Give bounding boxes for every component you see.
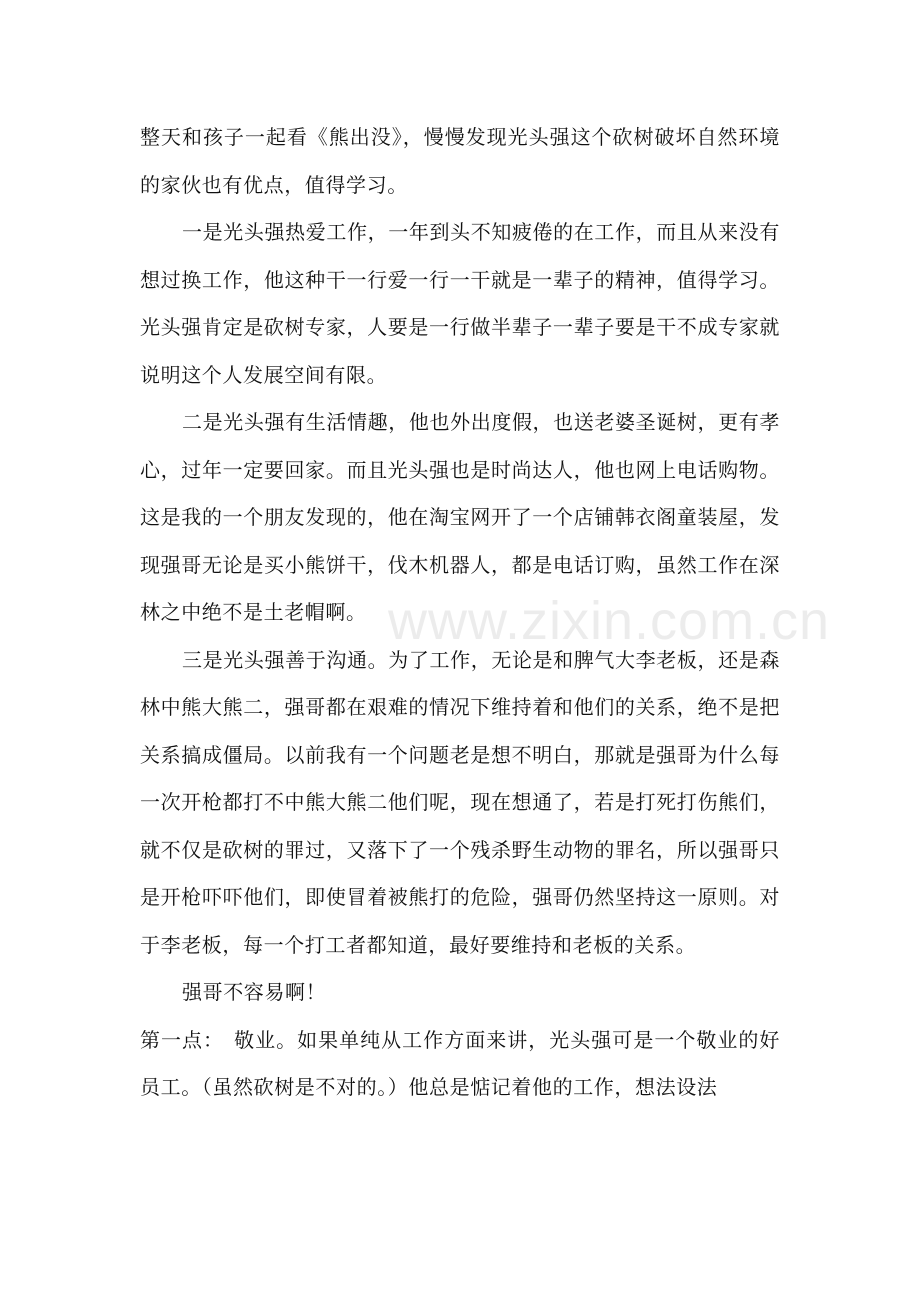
- paragraph-point-three: 三是光头强善于沟通。为了工作，无论是和脾气大李老板，还是森林中熊大熊二，强哥都在艰难的情况下维持着和他们的关系，绝不是把关系搞成僵局。以前我有一个问题老是想不明白，那就是强哥为什么每一次开枪都打不中熊大熊二他们呢，现在想通了，若是打死打伤熊们，就不仅是砍树的罪过，又落下了一个残杀野生动物的罪名，所以强哥只是开枪吓吓他们，即使冒着被熊打的危险，强哥仍然坚持这一原则。对于李老板，每一个打工者都知道，最好要维持和老板的关系。: [140, 647, 780, 957]
- first-point-label: 第一点：: [140, 1027, 225, 1052]
- paragraph-intro: 整天和孩子一起看《熊出没》，慢慢发现光头强这个砍树破坏自然环境的家伙也有优点，值得学习。: [140, 125, 780, 197]
- paragraph-point-one: 一是光头强热爱工作，一年到头不知疲倦的在工作，而且从来没有想过换工作，他这种干一行爱一行一干就是一辈子的精神，值得学习。光头强肯定是砍树专家，人要是一行做半辈子一辈子要是干不成专家就说明这个人发展空间有限。: [140, 220, 780, 387]
- paragraph-point-two: 二是光头强有生活情趣，他也外出度假，也送老婆圣诞树，更有孝心，过年一定要回家。而且光头强也是时尚达人，他也网上电话购物。这是我的一个朋友发现的，他在淘宝网开了一个店铺韩衣阁童装屋，发现强哥无论是买小熊饼干，伐木机器人，都是电话订购，虽然工作在深林之中绝不是土老帽啊。: [140, 410, 780, 624]
- paragraph-exclamation: 强哥不容易啊！: [182, 980, 327, 1004]
- document-body: [140, 114, 780, 1112]
- watermark-text: www.zixin.com.cn: [388, 591, 831, 651]
- paragraph-first-point: [140, 1017, 780, 1112]
- first-point-text: 敬业。如果单纯从工作方面来讲，光头强可是一个敬业的好员工。（虽然砍树是不对的。）他总是惦记着他的工作，想法设法: [140, 1027, 780, 1099]
